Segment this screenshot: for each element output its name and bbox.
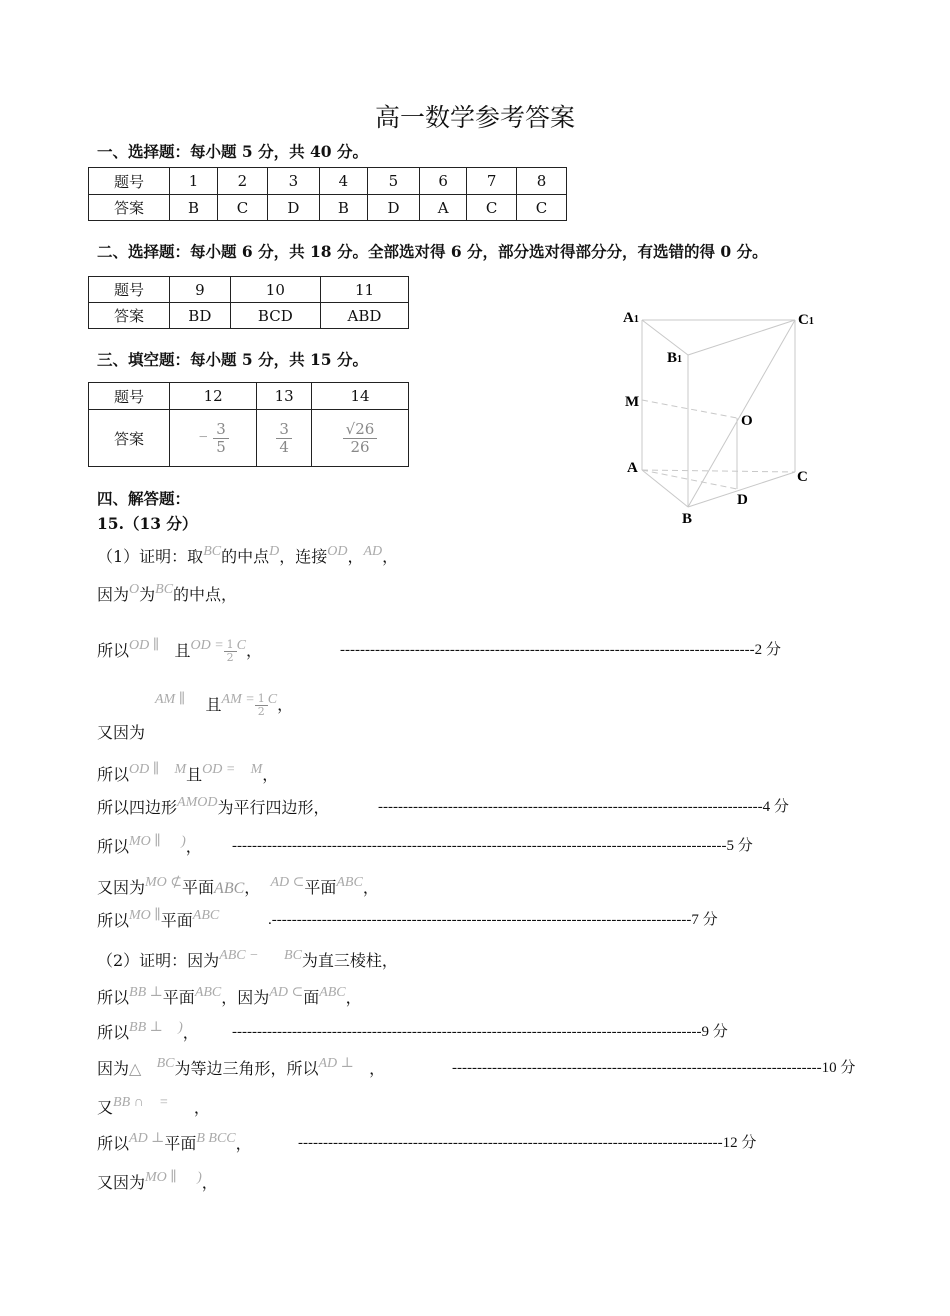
answer-cell: A	[419, 195, 466, 221]
score-line: -----------------------------------------------------------------------------------2 分	[340, 642, 781, 658]
proof-line: 因为O为BC的中点，	[97, 582, 238, 604]
answer-cell: BD	[170, 303, 231, 329]
proof-line: 又因为MO ∥ )，	[97, 1170, 218, 1192]
label-B: B	[682, 511, 693, 527]
q-number: 10	[230, 277, 320, 303]
answer-cell: ABD	[320, 303, 408, 329]
section1-table	[88, 167, 567, 221]
proof-line: （1）证明：取BC的中点D，连接OD，AD，	[97, 544, 399, 566]
proof-line: 所以BB ⊥平面ABC，因为AD ⊂面ABC，	[97, 985, 362, 1007]
score-line: -----------------------------------------------------------------------------4 分	[378, 799, 789, 815]
q-number: 6	[419, 168, 466, 195]
answer-cell-12: − $\frac{3}{5}$	[170, 410, 257, 467]
label-O: O	[741, 413, 753, 429]
proof-line: 所以四边形AMOD为平行四边形，	[97, 795, 330, 817]
answer-label: 答案	[89, 410, 170, 467]
answer-cell: C	[517, 195, 567, 221]
label-A1: A1	[623, 310, 639, 326]
proof-line: 又BB ∩ = ，	[97, 1095, 210, 1117]
section2-table	[88, 276, 409, 329]
answer-cell: BCD	[230, 303, 320, 329]
q-number: 11	[320, 277, 408, 303]
proof-line: 所以OD ∥ M且OD = M，	[97, 762, 279, 784]
q-number: 1	[170, 168, 218, 195]
q-number: 7	[467, 168, 517, 195]
section4-heading: 四、解答题：	[97, 489, 191, 508]
label-M: M	[625, 394, 640, 410]
answer-cell: D	[367, 195, 419, 221]
answer-cell: D	[267, 195, 319, 221]
proof-line: 所以OD ∥ 且OD = $\frac{1}{2}$ C，	[97, 637, 263, 664]
q-number: 14	[312, 383, 409, 410]
proof-line: 又因为MO ⊄平面ABC， AD ⊂平面ABC，	[97, 875, 379, 897]
label-B1: B1	[667, 350, 683, 366]
proof-line: 所以MO ∥平面ABC	[97, 908, 220, 930]
proof-line: 所以MO ∥ )，	[97, 834, 202, 856]
header-label: 题号	[89, 168, 170, 195]
page-title: 高一数学参考答案	[374, 103, 575, 132]
label-A: A	[627, 460, 638, 476]
proof-line: 又因为	[97, 723, 146, 742]
label-D: D	[737, 492, 748, 508]
q-number: 4	[319, 168, 367, 195]
answer-cell: B	[170, 195, 218, 221]
answer-cell-14: $\frac{√26}{26}$	[312, 410, 409, 467]
section2-heading: 二、选择题：每小题 6 分，共 18 分。全部选对得 6 分，部分选对得部分分，有选错的得 0 分。	[97, 242, 768, 261]
proof-line: （2）证明：因为ABC − BC为直三棱柱，	[97, 948, 398, 970]
answer-cell: C	[218, 195, 268, 221]
score-line: -------------------------------------------------------------------------------------12 分	[298, 1135, 757, 1151]
label-C: C	[797, 469, 808, 485]
section3-heading: 三、填空题：每小题 5 分，共 15 分。	[97, 350, 368, 369]
answer-cell: B	[319, 195, 367, 221]
proof-line: AM ∥ 且AM = $\frac{1}{2}$ C，	[155, 691, 294, 718]
answer-cell-13: $\frac{3}{4}$	[257, 410, 312, 467]
score-line: ----------------------------------------------------------------------------------------------9 分	[232, 1024, 728, 1040]
section1-heading: 一、选择题：每小题 5 分，共 40 分。	[97, 142, 368, 161]
header-label: 题号	[89, 277, 170, 303]
q-number: 8	[517, 168, 567, 195]
score-line: --------------------------------------------------------------------------10 分	[452, 1060, 856, 1076]
section3-table	[88, 382, 409, 467]
q-number: 5	[367, 168, 419, 195]
q-number: 12	[170, 383, 257, 410]
answer-cell: C	[467, 195, 517, 221]
q-number: 13	[257, 383, 312, 410]
q-number: 9	[170, 277, 231, 303]
proof-line: 所以AD ⊥平面B BCC，	[97, 1131, 252, 1153]
proof-line: 所以BB ⊥ )，	[97, 1020, 199, 1042]
label-C1: C1	[798, 312, 814, 328]
header-label: 题号	[89, 383, 170, 410]
score-line: ---------------------------------------------------------------------------------------------------5 分	[232, 838, 753, 854]
q-number: 3	[267, 168, 319, 195]
answer-label: 答案	[89, 195, 170, 221]
q-number: 2	[218, 168, 268, 195]
score-line: .------------------------------------------------------------------------------------7 分	[268, 912, 718, 928]
problem15-heading: 15.（13 分）	[97, 514, 198, 533]
prism-figure	[615, 300, 835, 530]
answer-label: 答案	[89, 303, 170, 329]
proof-line: 因为△ BC为等边三角形，所以AD ⊥ ，	[97, 1056, 386, 1078]
